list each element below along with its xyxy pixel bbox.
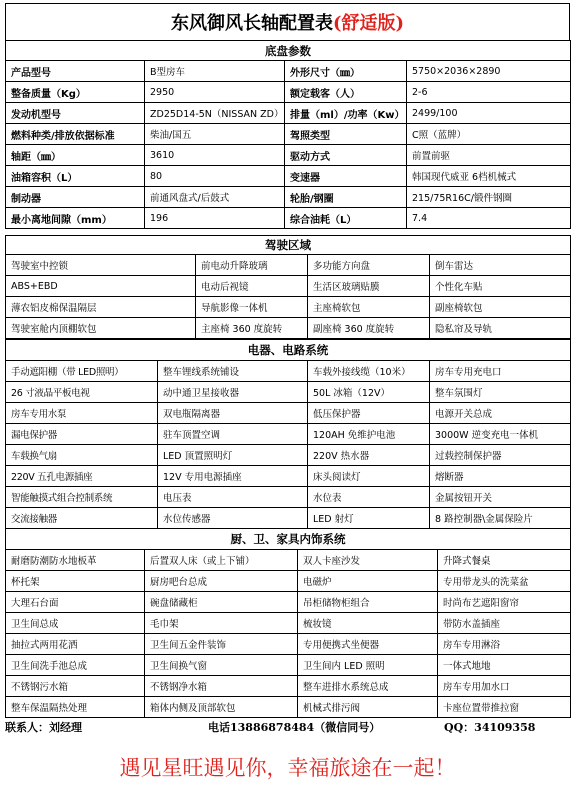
table-row xyxy=(6,445,571,466)
spec-label: 排量（ml）/功率（Kw） xyxy=(285,103,407,124)
table-row xyxy=(6,487,571,508)
feature-item: 26 寸液晶平板电视 xyxy=(6,382,158,403)
feature-item: 主座椅软包 xyxy=(308,297,430,318)
feature-item: 整车进排水系统总成 xyxy=(298,676,438,697)
spec-label: 制动器 xyxy=(6,187,145,208)
feature-item: 床头阅读灯 xyxy=(308,466,430,487)
table-row xyxy=(6,297,571,318)
feature-item: 金属按钮开关 xyxy=(430,487,571,508)
feature-item: 整车锂线系统铺设 xyxy=(158,361,308,382)
feature-item: 专用带龙头的洗菜盆 xyxy=(438,571,571,592)
feature-item: 吊柜储物柜组合 xyxy=(298,592,438,613)
table-row xyxy=(6,61,571,82)
spec-value: C照（蓝牌） xyxy=(407,124,571,145)
feature-item: 3000W 逆变充电一体机 xyxy=(430,424,571,445)
table-row xyxy=(6,697,571,718)
feature-item: 杯托架 xyxy=(6,571,145,592)
feature-item: 卫生间内 LED 照明 xyxy=(298,655,438,676)
spec-value: 柴油/国五 xyxy=(145,124,285,145)
spec-value: 7.4 xyxy=(407,208,571,229)
feature-item: 个性化车贴 xyxy=(430,276,571,297)
spec-label: 产品型号 xyxy=(6,61,145,82)
spec-label: 油箱容积（L） xyxy=(6,166,145,187)
feature-item: 整车氛围灯 xyxy=(430,382,571,403)
feature-item: 水位表 xyxy=(308,487,430,508)
electrical-table xyxy=(5,339,571,529)
table-row xyxy=(6,613,571,634)
table-row xyxy=(6,655,571,676)
contact-person: 联系人：刘经理 xyxy=(5,721,82,734)
driving-table xyxy=(5,235,571,339)
contact-phone: 电话13886878484（微信同号） xyxy=(208,721,381,734)
spec-value: B型房车 xyxy=(145,61,285,82)
table-row xyxy=(6,124,571,145)
section-header: 底盘参数 xyxy=(6,41,571,61)
feature-item: 双电瓶隔离器 xyxy=(158,403,308,424)
spec-label: 变速器 xyxy=(285,166,407,187)
feature-item: 专用便携式坐便器 xyxy=(298,634,438,655)
feature-item: 耐磨防潮防水地板革 xyxy=(6,550,145,571)
feature-item: 梳妆镜 xyxy=(298,613,438,634)
feature-item: 动中通卫星接收器 xyxy=(158,382,308,403)
feature-item: 50L 冰箱（12V） xyxy=(308,382,430,403)
feature-item: 升降式餐桌 xyxy=(438,550,571,571)
spec-value: 5750×2036×2890 xyxy=(407,61,571,82)
feature-item: 主座椅 360 度旋转 xyxy=(196,318,308,339)
feature-item: 驾驶室舱内顶棚软包 xyxy=(6,318,196,339)
feature-item: 熔断器 xyxy=(430,466,571,487)
feature-item: 双人卡座沙发 xyxy=(298,550,438,571)
feature-item: 卫生间五金件装饰 xyxy=(145,634,298,655)
feature-item: 导航影像一体机 xyxy=(196,297,308,318)
section-header: 厨、卫、家具内饰系统 xyxy=(6,529,571,550)
spec-value: ZD25D14-5N（NISSAN ZD） xyxy=(145,103,285,124)
feature-item: 低压保护器 xyxy=(308,403,430,424)
feature-item: 碗盘储藏柜 xyxy=(145,592,298,613)
feature-item: 前电动升降玻璃 xyxy=(196,255,308,276)
feature-item: 房车专用水泵 xyxy=(6,403,158,424)
feature-item: 水位传感器 xyxy=(158,508,308,529)
section-header: 驾驶区域 xyxy=(6,236,571,255)
feature-item: 大理石台面 xyxy=(6,592,145,613)
feature-item: 220V 五孔电源插座 xyxy=(6,466,158,487)
feature-item: LED 顶置照明灯 xyxy=(158,445,308,466)
table-row xyxy=(6,382,571,403)
spec-value: 80 xyxy=(145,166,285,187)
spec-label: 整备质量（Kg） xyxy=(6,82,145,103)
feature-item: 一体式地地 xyxy=(438,655,571,676)
feature-item: 12V 专用电源插座 xyxy=(158,466,308,487)
kitchen-table xyxy=(5,528,571,718)
table-row xyxy=(6,592,571,613)
spec-label: 燃料种类/排放依据标准 xyxy=(6,124,145,145)
feature-item: 卫生间换气窗 xyxy=(145,655,298,676)
feature-item: 箱体内侧及顶部软包 xyxy=(145,697,298,718)
feature-item: 8 路控制器\金属保险片 xyxy=(430,508,571,529)
feature-item: 智能触摸式组合控制系统 xyxy=(6,487,158,508)
spec-value: 215/75R16C/锻件钢圈 xyxy=(407,187,571,208)
feature-item: 驻车顶置空调 xyxy=(158,424,308,445)
feature-item: 过载控制保护器 xyxy=(430,445,571,466)
feature-item: 时尚布艺遮阳窗帘 xyxy=(438,592,571,613)
feature-item: 电压表 xyxy=(158,487,308,508)
feature-item: 卫生间洗手池总成 xyxy=(6,655,145,676)
table-row xyxy=(6,145,571,166)
spec-value: 前通风盘式/后鼓式 xyxy=(145,187,285,208)
feature-item: 卫生间总成 xyxy=(6,613,145,634)
slogan: 遇见星旺遇见你，幸福旅途在一起！ xyxy=(119,756,456,780)
spec-label: 轴距（㎜） xyxy=(6,145,145,166)
spec-value: 韩国现代威亚 6档机械式 xyxy=(407,166,571,187)
chassis-table xyxy=(5,40,571,229)
feature-item: 整车保温隔热处理 xyxy=(6,697,145,718)
feature-item: 不锈钢污水箱 xyxy=(6,676,145,697)
table-row xyxy=(6,424,571,445)
feature-item: 带防水盖插座 xyxy=(438,613,571,634)
table-row xyxy=(6,187,571,208)
feature-item: 120AH 免维护电池 xyxy=(308,424,430,445)
feature-item: 220V 热水器 xyxy=(308,445,430,466)
feature-item: LED 射灯 xyxy=(308,508,430,529)
feature-item: ABS+EBD xyxy=(6,276,196,297)
table-row xyxy=(6,361,571,382)
feature-item: 房车专用充电口 xyxy=(430,361,571,382)
spec-value: 3610 xyxy=(145,145,285,166)
table-row xyxy=(6,166,571,187)
spec-value: 2499/100 xyxy=(407,103,571,124)
spec-label: 驱动方式 xyxy=(285,145,407,166)
feature-item: 生活区玻璃贴膜 xyxy=(308,276,430,297)
spec-label: 外形尺寸（㎜） xyxy=(285,61,407,82)
spec-label: 综合油耗（L） xyxy=(285,208,407,229)
spec-value: 前置前驱 xyxy=(407,145,571,166)
feature-item: 副座椅软包 xyxy=(430,297,571,318)
table-row xyxy=(6,571,571,592)
feature-item: 机械式排污阀 xyxy=(298,697,438,718)
spec-label: 额定载客（人） xyxy=(285,82,407,103)
spec-label: 发动机型号 xyxy=(6,103,145,124)
spec-label: 驾照类型 xyxy=(285,124,407,145)
feature-item: 电源开关总成 xyxy=(430,403,571,424)
feature-item: 副座椅 360 度旋转 xyxy=(308,318,430,339)
feature-item: 厨房吧台总成 xyxy=(145,571,298,592)
spec-value: 2-6 xyxy=(407,82,571,103)
feature-item: 多功能方向盘 xyxy=(308,255,430,276)
feature-item: 手动遮阳棚（带 LED照明） xyxy=(6,361,158,382)
feature-item: 驾驶室中控锁 xyxy=(6,255,196,276)
feature-item: 毛巾架 xyxy=(145,613,298,634)
title-main: 东风御风长轴配置表 xyxy=(170,13,333,34)
contact-bar xyxy=(5,717,570,735)
table-row xyxy=(6,466,571,487)
table-row xyxy=(6,276,571,297)
table-row xyxy=(6,550,571,571)
feature-item: 电磁炉 xyxy=(298,571,438,592)
spec-label: 最小离地间隙（mm） xyxy=(6,208,145,229)
feature-item: 房车专用加水口 xyxy=(438,676,571,697)
page-title xyxy=(5,3,570,41)
contact-qq: QQ：34109358 xyxy=(444,721,536,734)
table-row xyxy=(6,403,571,424)
feature-item: 交流接触器 xyxy=(6,508,158,529)
spec-label: 轮胎/钢圈 xyxy=(285,187,407,208)
feature-item: 薄农铝皮棉保温隔层 xyxy=(6,297,196,318)
table-row xyxy=(6,634,571,655)
feature-item: 漏电保护器 xyxy=(6,424,158,445)
feature-item: 车载换气扇 xyxy=(6,445,158,466)
spec-value: 2950 xyxy=(145,82,285,103)
table-row xyxy=(6,208,571,229)
table-row xyxy=(6,508,571,529)
feature-item: 倒车雷达 xyxy=(430,255,571,276)
title-suffix: (舒适版) xyxy=(332,13,405,34)
table-row xyxy=(6,318,571,339)
spec-value: 196 xyxy=(145,208,285,229)
table-row xyxy=(6,82,571,103)
section-header: 电器、电路系统 xyxy=(6,340,571,361)
table-row xyxy=(6,103,571,124)
table-row xyxy=(6,255,571,276)
feature-item: 电动后视镜 xyxy=(196,276,308,297)
table-row xyxy=(6,676,571,697)
feature-item: 卡座位置带推拉窗 xyxy=(438,697,571,718)
feature-item: 不锈钢净水箱 xyxy=(145,676,298,697)
feature-item: 隐私帘及导轨 xyxy=(430,318,571,339)
feature-item: 车载外接线缆（10米） xyxy=(308,361,430,382)
feature-item: 后置双人床（或上下铺） xyxy=(145,550,298,571)
feature-item: 房车专用淋浴 xyxy=(438,634,571,655)
feature-item: 抽拉式两用花洒 xyxy=(6,634,145,655)
